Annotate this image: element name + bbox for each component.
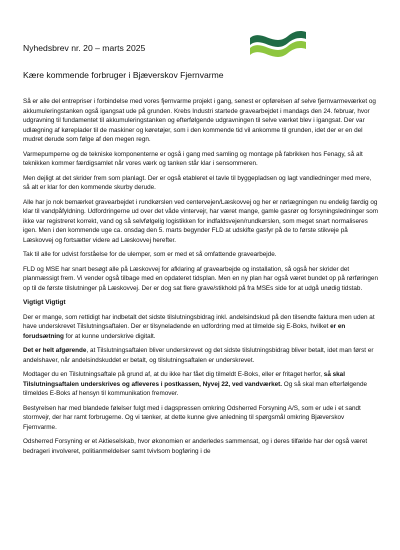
paragraph-mailbox xyxy=(23,370,379,399)
paragraph-odsherred: Odsherred Forsyning er et Aktieselskab, hvor økonomien er anderledes sammensat, og i deres tilfælde har der også været bedrageri involveret, politianmeldelser samt tvivlsom bogføring i de xyxy=(23,438,368,455)
paragraph-board: Bestyrelsen har med blandede følelser fulgt med i dagspressen omkring Odsherred Forsyning A/S, som er ude i et sandt stormvejr, der har ramt forbrugerne. Og vi tænker, at dette kunne give anledning til spørgsmål omkring Bjæverskov Fjernvarme. xyxy=(23,404,361,431)
paragraph-eboks xyxy=(23,313,379,342)
bold-segment: Det er helt afgørende xyxy=(23,347,87,354)
paragraph-thanks: Tak til alle for udvist forståelse for de ulemper, som er med et så omfattende gravearbejde. xyxy=(23,251,277,258)
paragraph-crucial xyxy=(23,346,379,365)
paragraph-heatpumps: Varmepumperne og de tekniske komponenterne er også i gang med samling og montage på fabrikken hos Fenagy, så alt teknikken kommer færdigsamlet når vores værk og tanken står klar i sensommeren. xyxy=(23,150,363,167)
newsletter-body xyxy=(23,97,379,461)
text-segment: Der er mange, som rettidigt har indbetalt det sidste tilslutningsbidrag inkl. andelsindskud på den tilsendte faktura men uden at have underskrevet Tilslutningsaftalen. Der er tilsyneladende en udfordring med at tilmelde sig E-Boks, hvilket xyxy=(23,313,375,330)
bold-segment: så skal Tilslutningsaftalen underskrives og afleveres i postkassen, Nyvej 22, ved vandværket. xyxy=(23,371,345,388)
bold-segment: er en forudsætning xyxy=(23,323,346,340)
paragraph-roundabout: Alle har jo nok bemærket gravearbejdet i rundkørslen ved centervejen/Læskovvej og her er rørlægningen nu endelig færdig og klar til vandpåfyldning. Udfordringerne ud over det våde vintervejr, har været mange, gamle gasrør og forsyningsledninger som ikke var registreret korrekt, vand og så selvfølgelig logistikken for indfaldsvejen/rundkørslen, som meget snart normaliseres igen. Men i den kommende uge ca. onsdag den 5. marts begynder FLD at udskifte gasfyr på de to første stikveje på Læskovvej og fortsætter videre ad Læskovvej herefter. xyxy=(23,198,379,244)
text-segment: Modtager du en Tilslutningsaftale på grund af, at du ikke har fået dig tilmeldt E-Boks, eller er fritaget herfor, xyxy=(23,371,324,378)
newsletter-issue: Nyhedsbrev nr. 20 – marts 2025 xyxy=(23,43,146,53)
greeting-heading: Kære kommende forbruger i Bjæverskov Fjernvarme xyxy=(23,70,224,80)
paragraph-fld-mse: FLD og MSE har snart besøgt alle på Læskovvej for afklaring af gravearbejde og installation, så også her skrider det planmæssigt frem. Vi vender også tilbage med en opdateret tidsplan. Men en ny plan har også været bundet op på rørføringen op til de første tilslutninger på Læskovvej. Der er dog sat flere grave/stikhold på fra MSEs side for at udgå unødig tidstab. xyxy=(23,265,378,292)
paragraph-progress: Men dejligt at det skrider frem som planlagt. Der er også etableret el tavle til byggepladsen og lagt vandledninger med mere, så alt er klar for den kommende skurby derude. xyxy=(23,174,372,191)
paragraph-intro: Så er alle del entrepriser i forbindelse med vores fjernvarme projekt i gang, senest er opførelsen af selve fjernvarmeværket og akkumuleringstanken også igangsat ude på grunden. Krebs Industri startede gravearbejdet i mandags den 24. februar, hvor udgravning til fundamentet til akkumuleringstanken og efterfølgende udgravningen til selve værket blev i igangsat. Der var udlægning af køreplader til de maskiner og køretøjer, som i den kommende tid vil ankomme til grunden, idet der er en del mudret derude som følge af den megen regn. xyxy=(23,98,376,143)
text-segment: , at Tilslutningsaftalen bliver underskrevet og det sidste tilslutningsbidrag bliver betalt, idet man først er andelshaver, når andelsindskuddet er betalt, og tilslutningsaftalen er underskrevet. xyxy=(23,347,374,364)
text-segment: for at kunne underskrive digitalt. xyxy=(63,332,156,340)
text-segment: Og så skal man efterfølgende tilmeldes E-Boks af hensyn til kommunikation fremover. xyxy=(23,380,368,397)
important-heading: Vigtigt Vigtigt xyxy=(23,299,66,306)
